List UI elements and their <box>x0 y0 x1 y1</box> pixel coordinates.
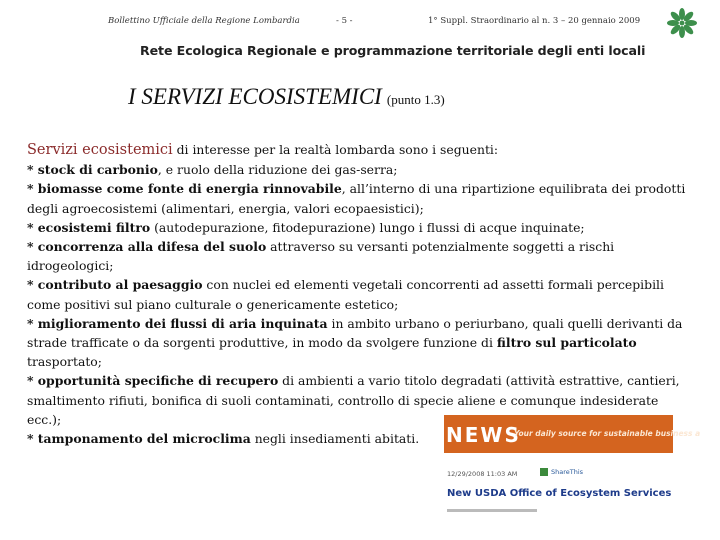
intro-line <box>27 140 691 160</box>
list-item <box>27 314 691 372</box>
item-bold: * opportunità specifiche di recupero <box>27 373 279 389</box>
item-text-2: trasportato; <box>27 354 102 370</box>
item-bold: * biomasse come fonte di energia rinnovabile <box>27 181 342 197</box>
news-tagline: Your daily source for sustainable business a <box>514 429 701 438</box>
news-banner <box>444 415 701 453</box>
item-bold: * miglioramento dei flussi di aria inquinata <box>27 315 328 331</box>
news-byline-placeholder <box>447 509 537 512</box>
item-bold: * stock di carbonio <box>27 162 158 178</box>
item-text: in ambito urbano o periurbano, quali quelli derivanti da strade trafficate o da sorgenti produttive, in modo da svolgere funzione di <box>27 315 683 351</box>
list-item <box>27 179 691 217</box>
list-item <box>27 275 691 313</box>
document-subtitle: Rete Ecologica Regionale e programmazione territoriale degli enti locali <box>140 43 646 58</box>
item-bold: * concorrenza alla difesa del suolo <box>27 239 267 255</box>
list-item <box>27 160 691 179</box>
news-headline[interactable]: New USDA Office of Ecosystem Services <box>447 488 672 499</box>
share-label: ShareThis <box>551 468 584 476</box>
intro-rest: di interesse per la realtà lombarda sono i seguenti: <box>172 142 499 157</box>
item-bold: * contributo al paesaggio <box>27 277 203 293</box>
item-bold: * ecosistemi filtro <box>27 219 151 235</box>
item-text: , e ruolo della riduzione dei gas-serra; <box>157 162 398 178</box>
share-icon <box>540 468 548 476</box>
title-reference: (punto 1.3) <box>386 92 445 107</box>
item-bold: * tamponamento del microclima <box>27 431 251 447</box>
bulletin-name: Bollettino Ufficiale della Regione Lombardia <box>108 16 300 26</box>
title-main: I SERVIZI ECOSISTEMICI <box>128 84 382 109</box>
item-bold-2: filtro sul particolato <box>496 335 637 351</box>
issue-info: 1° Suppl. Straordinario al n. 3 – 20 gennaio 2009 <box>428 16 641 26</box>
item-text: attraverso su versanti potenzialmente soggetti a rischi idrogeologici; <box>27 239 615 274</box>
share-link[interactable] <box>540 468 583 476</box>
page-title <box>128 84 445 110</box>
list-item <box>27 218 691 237</box>
item-text: , all’interno di una ripartizione equilibrata dei prodotti degli agroecosistemi (alimentari, energia, valori ecopaesistici); <box>27 181 686 216</box>
lombardia-rose-logo <box>665 6 699 40</box>
intro-lead: Servizi ecosistemici <box>27 142 173 158</box>
page-header <box>108 16 698 30</box>
page-number: - 5 - <box>336 16 353 26</box>
item-text: negli insediamenti abitati. <box>250 431 420 447</box>
news-date: 12/29/2008 11:03 AM <box>447 470 518 478</box>
news-clipping <box>444 415 701 515</box>
list-item <box>27 237 691 275</box>
item-text: di ambienti a vario titolo degradati (attività estrattive, cantieri, smaltimento rifiuti, bonifica di suoli contaminati, controllo di specie aliene e comunque indesiderate ecc.); <box>27 373 680 427</box>
item-text: con nuclei ed elementi vegetali concorrenti ad assetti formali percepibili come positivi sul piano culturale o genericamente estetico; <box>27 277 664 312</box>
news-logo: NEWS <box>446 423 521 447</box>
item-text: (autodepurazione, fitodepurazione) lungo i flussi di acque inquinate; <box>150 219 585 235</box>
body-text <box>27 140 691 448</box>
